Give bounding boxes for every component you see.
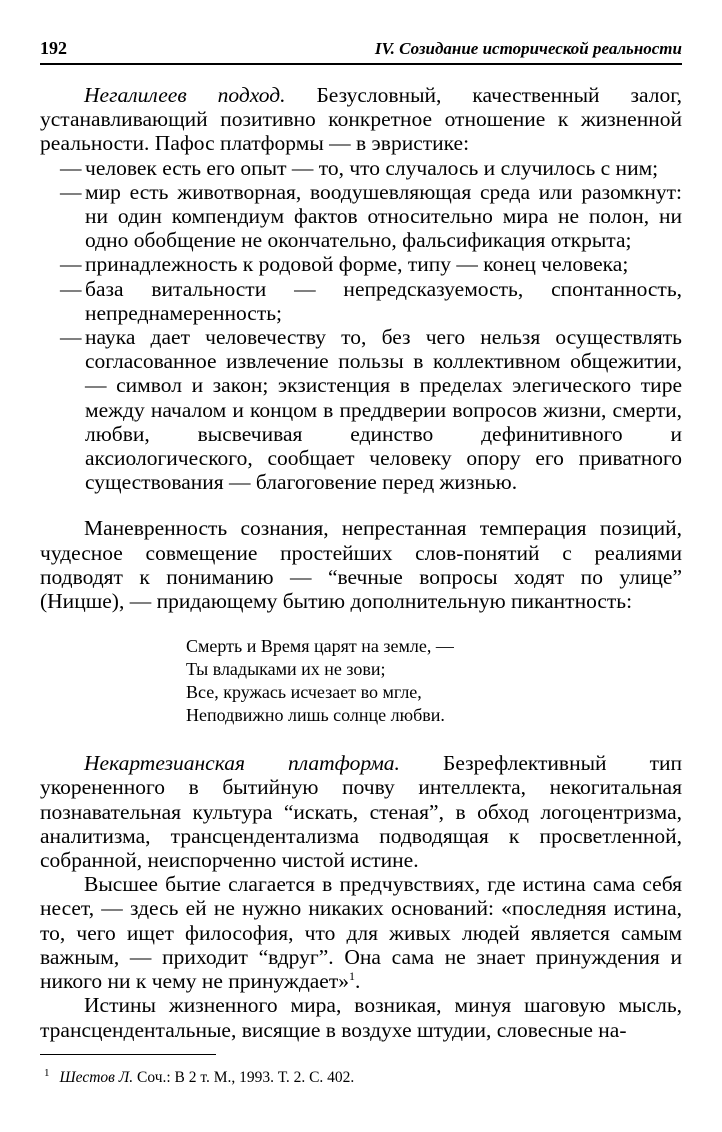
poem-line: Смерть и Время царят на земле, —: [186, 636, 454, 657]
footnote-divider: [40, 1054, 216, 1055]
paragraph: Маневренность сознания, непрестанная темперация позиций, чудесное совмещение простейших слов-понятий с реалиями подводят к пониманию — “вечные вопросы ходят по улице” (Ницше), — придающему бытию дополнительную пикантность:: [40, 516, 682, 614]
paragraph: Высшее бытие слагается в предчувствиях, где истина сама себя несет, — здесь ей не нужно никаких оснований: «последняя истина, то, чего ищет философия, что для живых людей является самым важным, — приходит “вдруг”. Она сама не знает принуждения и никого ни к чему не принуждает»$^1$.: [40, 872, 682, 994]
list-item: — принадлежность к родовой форме, типу — конец человека;: [60, 252, 629, 277]
heuristics-list: [40, 156, 682, 495]
section-text: Безусловный, качественный залог, устанавливающий позитивно конкретное отношение к жизненной реальности. Пафос платформы — в эвристике:: [40, 83, 682, 156]
section-text: Безрефлективный тип укорененного в бытийную почву интеллекта, некогитальная познавательная культура “искать, стеная”, в обход логоцентризма, аналитизма, трансцендентализма подводящая к просветленной, собранной, неиспорченно чистой истине.: [40, 751, 682, 873]
footnote-author: Шестов Л.: [59, 1068, 134, 1086]
page-body: [40, 83, 682, 1042]
list-item: — человек есть его опыт — то, что случалось и случилось с ним;: [60, 155, 659, 180]
section-non-galilean: [40, 83, 682, 156]
running-title: IV. Созидание исторической реальности: [374, 39, 682, 58]
footnote-text: Соч.: В 2 т. М., 1993. Т. 2. С. 402.: [133, 1068, 355, 1086]
poem-line: Ты владыками их не зови;: [186, 659, 386, 680]
list-item: — база витальности — непредсказуемость, спонтанность, непреднамеренность;: [60, 276, 682, 325]
section-non-cartesian: [40, 751, 682, 872]
list-item: — мир есть животворная, воодушевляющая среда или разомкнут: ни один компендиум фактов относительно мира не полон, ни одно обобщение не окончательно, фальсификация открыта;: [60, 179, 682, 253]
poem-line: Неподвижно лишь солнце любви.: [186, 705, 445, 726]
section-lead: Негалилеев подход.: [84, 83, 286, 107]
poem-quote: [186, 635, 682, 727]
section-lead: Некартезианская платформа.: [84, 751, 400, 776]
footnote: [40, 1063, 682, 1088]
page-header: [40, 38, 682, 65]
footnote-ref[interactable]: 1: [349, 968, 355, 983]
poem-line: Все, кружась исчезает во мгле,: [186, 682, 422, 703]
list-item: — наука дает человечеству то, без чего нельзя осуществлять согласованное извлечение пользы в коллективном общежитии, — символ и закон; экзистенция в пределах элегического тире между началом и концом в преддверии вопросов жизни, смерти, любви, высвечивая единство дефинитивного и аксиологического, сообщает человеку опору его приватного существования — благоговение перед жизнью.: [60, 325, 682, 495]
page-number: 192: [40, 38, 67, 58]
paragraph: Истины жизненного мира, возникая, минуя шаговую мысль, трансцендентальные, висящие в воздухе штудии, словесные на-: [40, 993, 682, 1042]
footnote-number: 1: [44, 1066, 50, 1079]
